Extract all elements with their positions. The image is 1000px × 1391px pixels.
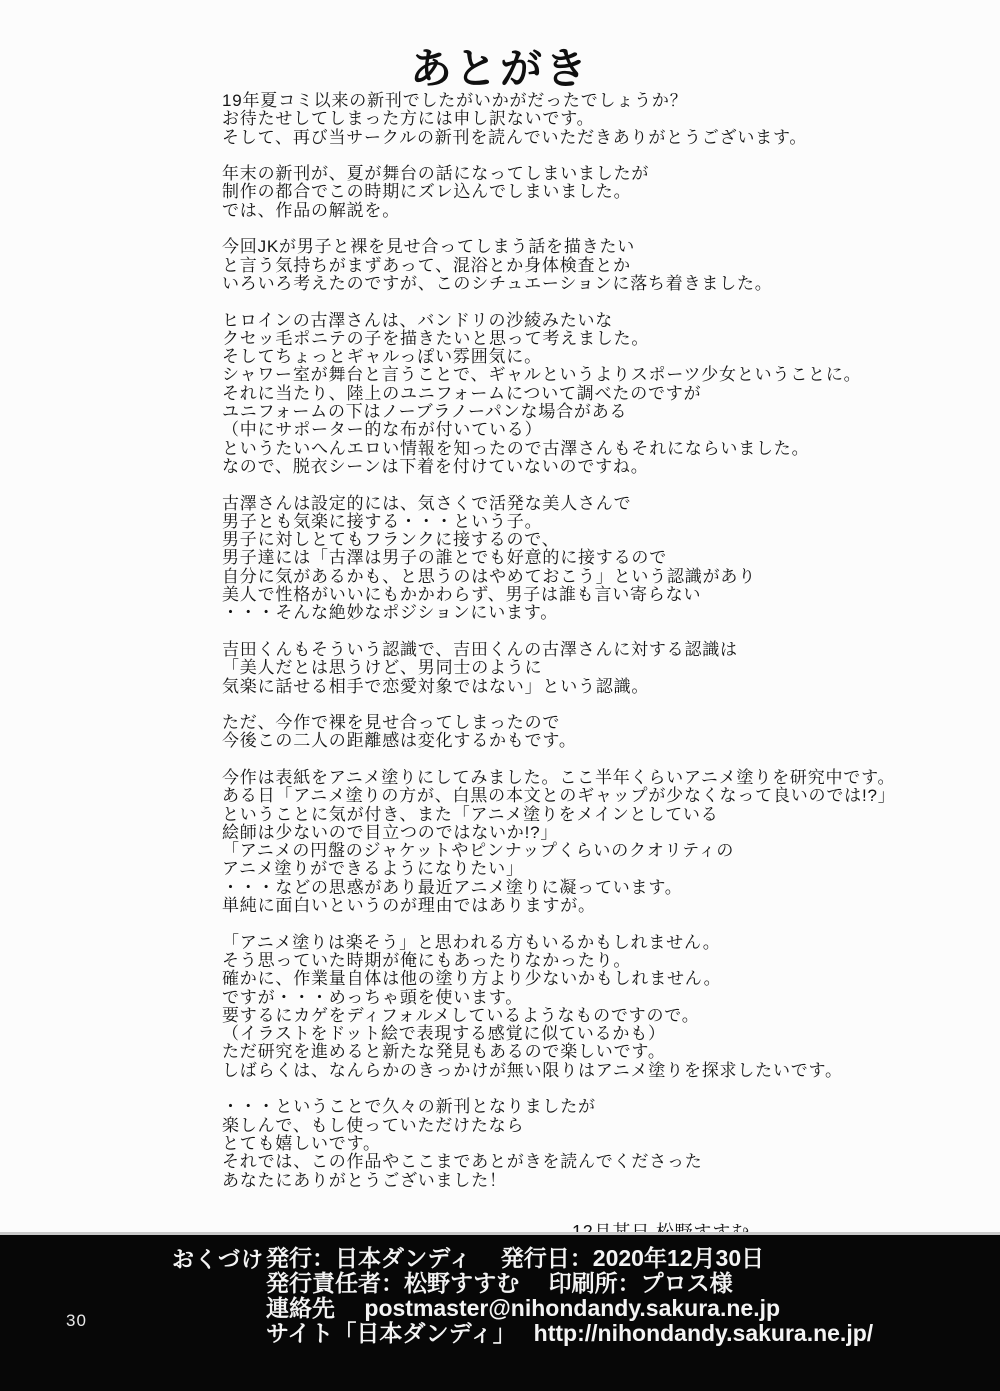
text-line: 今後この二人の距離感は変化するかもです。 <box>222 731 577 751</box>
text-line: 今回JKが男子と裸を見せ合ってしまう話を描きたい <box>222 237 636 257</box>
text-line: 今作は表紙をアニメ塗りにしてみました。ここ半年くらいアニメ塗りを研究中です。 <box>222 767 896 787</box>
text-line: 男子に対しとてもフランクに接するので、 <box>222 530 560 550</box>
text-line: ただ研究を進めると新たな発見もあるので楽しいです。 <box>222 1042 666 1062</box>
text-line: アニメ塗りができるようになりたい」 <box>222 859 524 879</box>
text-line: 単純に面白いというのが理由ではありますが。 <box>222 896 596 916</box>
colophon-lines <box>266 1246 873 1346</box>
text-line: 気楽に話せる相手で恋愛対象ではない」という認識。 <box>222 676 650 696</box>
paragraph <box>222 495 962 623</box>
text-line: ということに気が付き、また「アニメ塗りをメインとしている <box>222 804 719 824</box>
text-line: （イラストをドット絵で表現する感覚に似ているかも） <box>222 1024 666 1044</box>
text-line: あなたにありがとうございました！ <box>222 1170 507 1190</box>
text-line: 「アニメの円盤のジャケットやピンナップくらいのクオリティの <box>222 841 735 861</box>
paragraph <box>222 1098 962 1189</box>
text-line: ・・・そんな絶妙なポジションにいます。 <box>222 603 559 623</box>
colophon-label: おくづけ <box>172 1247 265 1272</box>
colophon-line: 発行：日本ダンディ 発行日：2020年12月30日 <box>266 1245 765 1271</box>
text-line: ただ、今作で裸を見せ合ってしまったので <box>222 713 561 733</box>
text-line: それでは、この作品やここまであとがきを読んでくださった <box>222 1152 703 1172</box>
text-line: そしてちょっとギャルっぽい雰囲気に。 <box>222 347 542 367</box>
text-line: そして、再び当サークルの新刊を読んでいただきありがとうございます。 <box>222 127 808 147</box>
paragraph <box>222 92 962 147</box>
text-line: （中にサポーター的な布が付いている） <box>222 420 543 440</box>
text-line: それに当たり、陸上のユニフォームについて調べたのですが <box>222 383 702 403</box>
text-line: シャワー室が舞台と言うことで、ギャルというよりスポーツ少女ということに。 <box>222 365 862 385</box>
text-line: ある日「アニメ塗りの方が、白黒の本文とのギャップが少なくなって良いのでは!?」 <box>222 786 896 806</box>
text-line: とても嬉しいです。 <box>222 1133 381 1153</box>
text-line: なので、脱衣シーンは下着を付けていないのですね。 <box>222 456 649 476</box>
paragraph <box>222 934 962 1080</box>
text-line: ヒロインの古澤さんは、バンドリの沙綾みたいな <box>222 310 614 330</box>
text-line: 古澤さんは設定的には、気さくで活発な美人さんで <box>222 493 632 513</box>
paragraph <box>222 165 962 220</box>
text-line: では、作品の解説を。 <box>222 200 400 220</box>
paragraph <box>222 312 962 477</box>
afterword-body <box>222 92 962 1208</box>
text-line: 男子とも気楽に接する・・・という子。 <box>222 511 543 531</box>
colophon-line: 連絡先 postmaster@nihondandy.sakura.ne.jp <box>266 1295 781 1321</box>
text-line: 楽しんで、もし使っていただけたなら <box>222 1115 525 1135</box>
text-line: 要するにカゲをディフォルメしているようなものですので。 <box>222 1005 700 1025</box>
text-line: というたいへんエロい情報を知ったので古澤さんもそれにならいました。 <box>222 438 810 458</box>
text-line: いろいろ考えたのですが、このシチュエーションに落ち着きました。 <box>222 273 773 293</box>
text-line: 「美人だとは思うけど、男同士のように <box>222 658 543 678</box>
page-title: あとがき <box>409 45 590 92</box>
text-line: 絵師は少ないので目立つのではないか!?」 <box>222 822 559 842</box>
text-line: 自分に気があるかも、と思うのはやめておこう」という認識があり <box>222 566 756 586</box>
paragraph <box>222 641 962 696</box>
text-line: しばらくは、なんらかのきっかけが無い限りはアニメ塗りを探求したいです。 <box>222 1060 843 1080</box>
text-line: ・・・ということで久々の新刊となりましたが <box>222 1097 596 1117</box>
text-line: 美人で性格がいいにもかかわらず、男子は誰も言い寄らない <box>222 585 702 605</box>
colophon-line: 発行責任者：松野すすむ 印刷所：プロス様 <box>266 1270 733 1296</box>
text-line: そう思っていた時期が俺にもあったりなかったり。 <box>222 950 632 970</box>
text-line: 年末の新刊が、夏が舞台の話になってしまいましたが <box>222 164 650 184</box>
paragraph <box>222 714 962 751</box>
text-line: お待たせしてしまった方には申し訳ないです。 <box>222 109 595 129</box>
text-line: クセッ毛ポニテの子を描きたいと思って考えました。 <box>222 328 650 348</box>
text-line: 19年夏コミ以来の新刊でしたがいかがだったでしょうか？ <box>222 91 688 110</box>
page-number: 30 <box>66 1311 87 1330</box>
text-line: ですが・・・めっちゃ頭を使います。 <box>222 987 524 1007</box>
text-line: 制作の都合でこの時期にズレ込んでしまいました。 <box>222 182 632 202</box>
text-line: 「アニメ塗りは楽そう」と思われる方もいるかもしれません。 <box>222 932 721 952</box>
text-line: ・・・などの思惑があり最近アニメ塗りに凝っています。 <box>222 877 683 897</box>
text-line: 吉田くんもそういう認識で、吉田くんの古澤さんに対する認識は <box>222 639 738 659</box>
colophon-footer <box>0 1232 1000 1391</box>
text-line: ユニフォームの下はノーブラノーパンな場合がある <box>222 402 628 422</box>
colophon-line: サイト「日本ダンディ」 http://nihondandy.sakura.ne.jp/ <box>266 1320 874 1346</box>
text-line: 確かに、作業量自体は他の塗り方より少ないかもしれません。 <box>222 969 722 989</box>
text-line: と言う気持ちがまずあって、混浴とか身体検査とか <box>222 255 631 275</box>
text-line: 男子達には「古澤は男子の誰とでも好意的に接するので <box>222 548 667 568</box>
paragraph <box>222 769 962 915</box>
paragraph <box>222 238 962 293</box>
